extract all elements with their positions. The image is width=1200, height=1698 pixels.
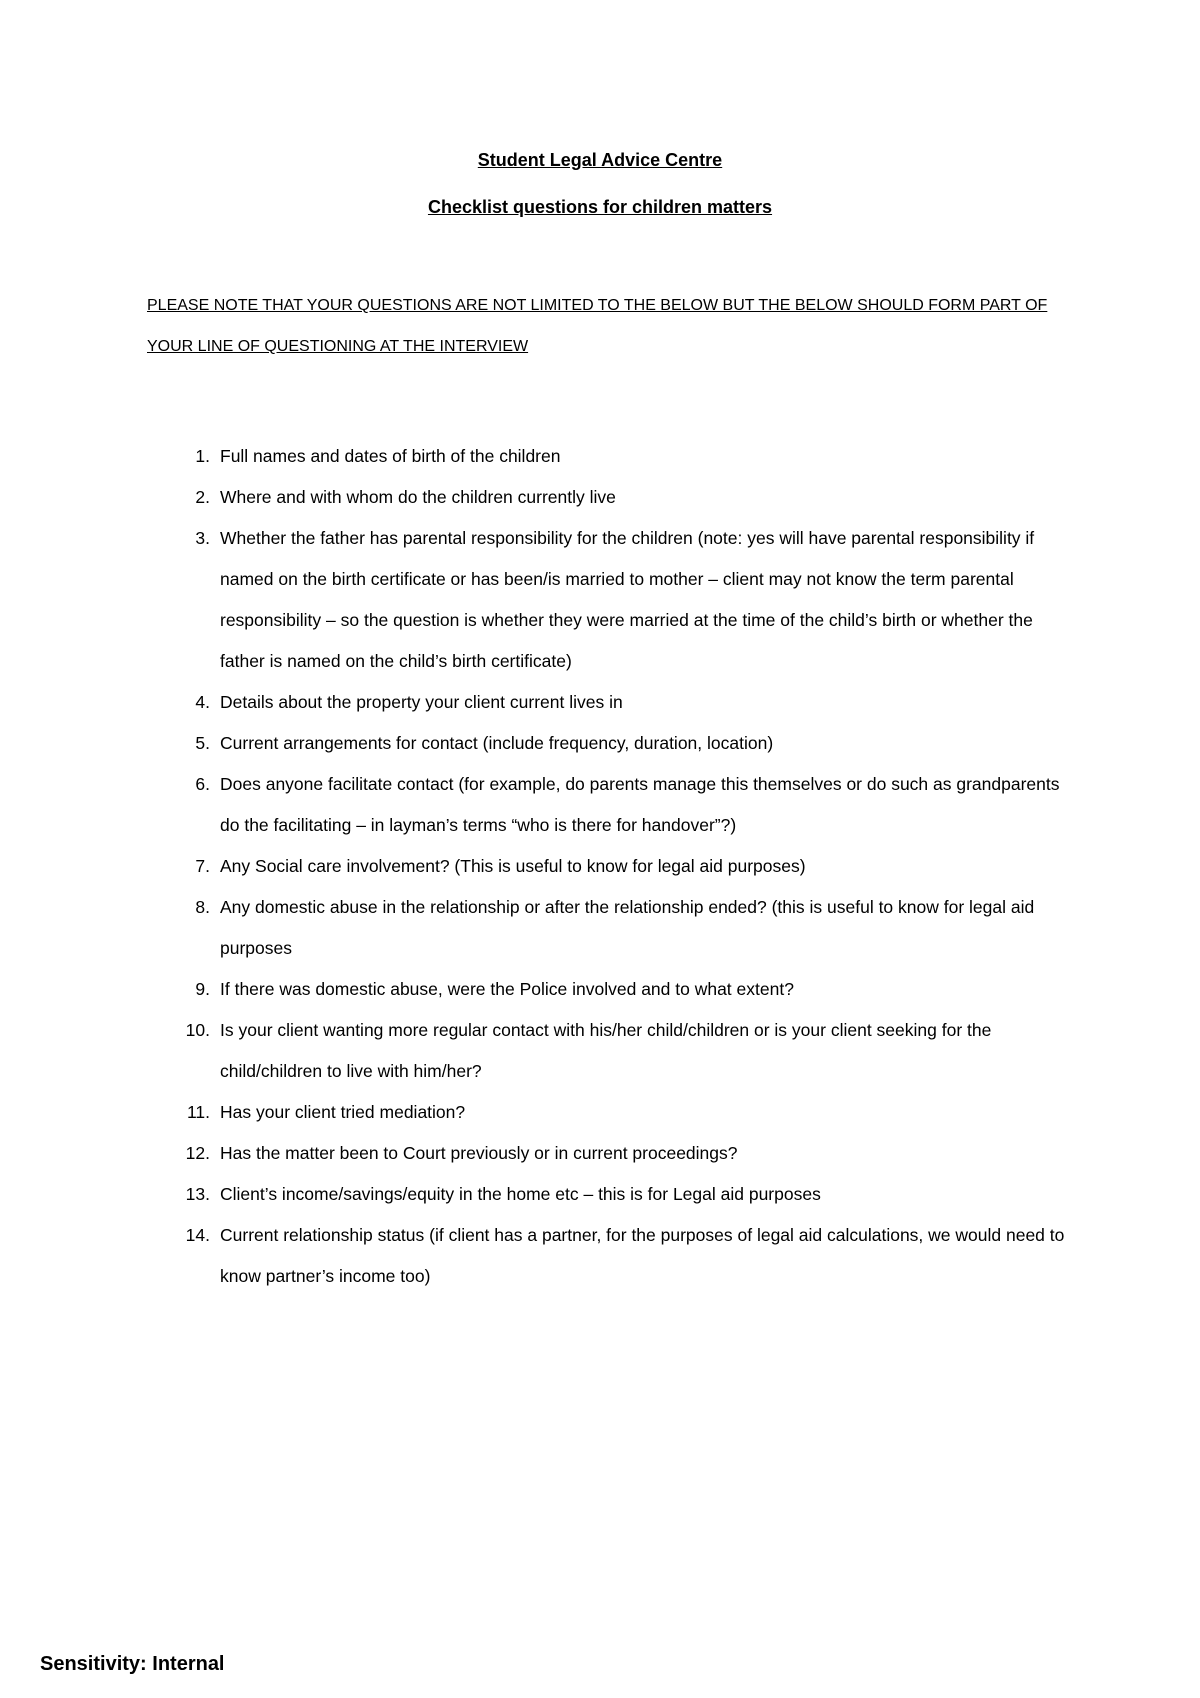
list-item-number: 3. (195, 528, 210, 548)
list-item-number: 14. (185, 1225, 210, 1245)
list-item-number: 1. (195, 446, 210, 466)
list-item (170, 682, 1070, 723)
list-item (170, 764, 1070, 846)
list-item-text: Has the matter been to Court previously or in current proceedings? (220, 1143, 738, 1163)
list-item-number: 11. (186, 1102, 210, 1122)
list-item-number: 4. (195, 692, 210, 712)
list-item-text: Any Social care involvement? (This is useful to know for legal aid purposes) (220, 856, 806, 876)
notice-text: PLEASE NOTE THAT YOUR QUESTIONS ARE NOT LIMITED TO THE BELOW BUT THE BELOW SHOULD FORM PART OF YOUR LINE OF QUESTIONING AT THE INTERVIEW (147, 297, 1048, 355)
list-item (170, 1174, 1070, 1215)
list-item (170, 477, 1070, 518)
list-item (170, 518, 1070, 682)
list-item (170, 887, 1070, 969)
list-item-number: 10. (185, 1020, 210, 1040)
list-item (170, 723, 1070, 764)
list-item-text: Details about the property your client current lives in (220, 692, 623, 712)
list-item (170, 1215, 1070, 1297)
list-item-number: 12. (185, 1143, 210, 1163)
list-item-text: Where and with whom do the children currently live (220, 487, 616, 507)
list-item-number: 5. (195, 733, 210, 753)
list-item-text: Current arrangements for contact (include frequency, duration, location) (220, 733, 774, 753)
sensitivity-label: Sensitivity: Internal (40, 1653, 225, 1675)
list-item (170, 1133, 1070, 1174)
list-item-text: If there was domestic abuse, were the Police involved and to what extent? (220, 979, 794, 999)
list-item (170, 1092, 1070, 1133)
list-item (170, 969, 1070, 1010)
list-item-text: Client’s income/savings/equity in the home etc – this is for Legal aid purposes (220, 1184, 821, 1204)
list-item-number: 6. (195, 774, 210, 794)
list-item-number: 2. (195, 487, 210, 507)
list-item-number: 13. (185, 1184, 210, 1204)
document-title: Student Legal Advice Centre (477, 150, 723, 170)
list-item-number: 7. (195, 856, 210, 876)
checklist (170, 436, 1070, 1297)
list-item-number: 8. (195, 897, 210, 917)
list-item-text: Does anyone facilitate contact (for example, do parents manage this themselves or do such as grandparents do the facilitating – in layman’s terms “who is there for handover”?) (220, 774, 1060, 835)
list-item-text: Is your client wanting more regular contact with his/her child/children or is your client seeking for the child/children to live with him/her? (220, 1020, 992, 1081)
list-item (170, 436, 1070, 477)
list-item-text: Full names and dates of birth of the children (220, 446, 561, 466)
list-item (170, 846, 1070, 887)
list-item-number: 9. (195, 979, 210, 999)
list-item-text: Whether the father has parental responsibility for the children (note: yes will have parental responsibility if named on the birth certificate or has been/is married to mother – client may not know the term parental responsibility – so the question is whether they were married at the time of the child’s birth or whether the father is named on the child’s birth certificate) (220, 528, 1035, 671)
list-item-text: Any domestic abuse in the relationship or after the relationship ended? (this is useful to know for legal aid purposes (220, 897, 1035, 958)
list-item-text: Has your client tried mediation? (220, 1102, 466, 1122)
document-subtitle: Checklist questions for children matters (427, 197, 773, 217)
list-item (170, 1010, 1070, 1092)
list-item-text: Current relationship status (if client has a partner, for the purposes of legal aid calculations, we would need to know partner’s income too) (220, 1225, 1065, 1286)
